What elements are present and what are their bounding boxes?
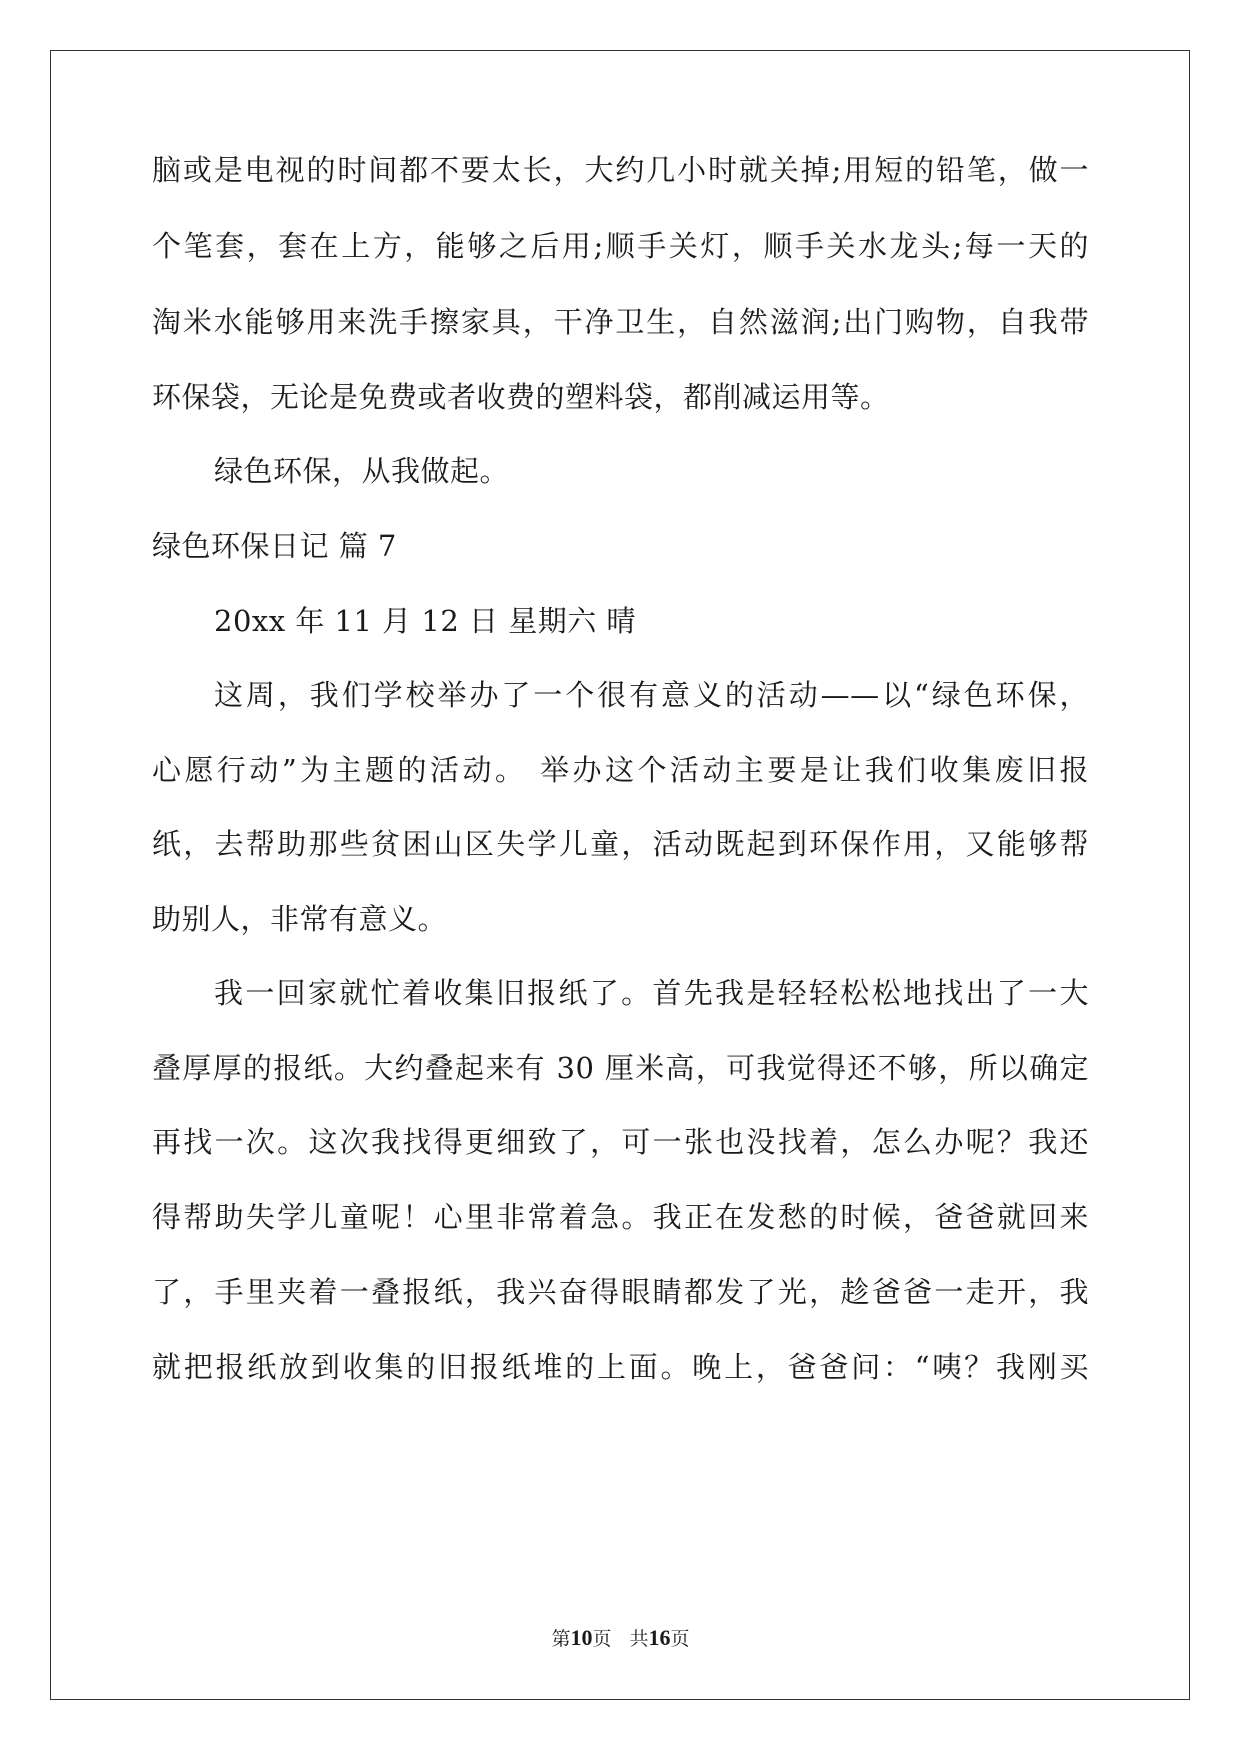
page-total-number: 16 [648,1625,671,1650]
page-label-suffix: 页 [592,1628,612,1650]
paragraph-line: 这周，我们学校举办了一个很有意义的活动——以“绿色环保， [214,678,1089,712]
text-line: 纸，去帮助那些贫困山区失学儿童，活动既起到环保作用，又能够帮 [152,827,1089,861]
section-heading: 绿色环保日记 篇 7 [152,529,397,563]
text-line: 了，手里夹着一叠报纸，我兴奋得眼睛都发了光，趁爸爸一走开，我 [152,1275,1089,1309]
text-line: 得帮助失学儿童呢！心里非常着急。我正在发愁的时候，爸爸就回来 [152,1200,1089,1234]
text-line: 脑或是电视的时间都不要太长，大约几小时就关掉;用短的铅笔，做一 [152,153,1089,187]
text-line: 助别人，非常有意义。 [152,902,448,936]
text-line: 环保袋，无论是免费或者收费的塑料袋，都削减运用等。 [152,380,890,414]
page-label-prefix: 第 [551,1628,571,1650]
text-line: 心愿行动”为主题的活动。 举办这个活动主要是让我们收集废旧报 [152,753,1089,787]
text-line: 再找一次。这次我找得更细致了，可一张也没找着，怎么办呢？我还 [152,1125,1089,1159]
diary-date-line: 20xx 年 11 月 12 日 星期六 晴 [214,604,636,638]
total-label-prefix: 共 [629,1628,649,1650]
page-border [50,50,1190,1700]
total-label-suffix: 页 [670,1628,690,1650]
text-line: 就把报纸放到收集的旧报纸堆的上面。晚上，爸爸问：“咦？我刚买 [152,1350,1089,1384]
text-line: 淘米水能够用来洗手擦家具，干净卫生，自然滋润;出门购物，自我带 [152,305,1089,339]
paragraph-line: 我一回家就忙着收集旧报纸了。首先我是轻轻松松地找出了一大 [214,976,1089,1010]
paragraph-line: 绿色环保，从我做起。 [214,454,510,488]
page-current-number: 10 [570,1625,593,1650]
page-footer [0,1624,1241,1651]
text-line: 叠厚厚的报纸。大约叠起来有 30 厘米高，可我觉得还不够，所以确定 [152,1051,1089,1085]
text-line: 个笔套，套在上方，能够之后用;顺手关灯，顺手关水龙头;每一天的 [152,229,1089,263]
